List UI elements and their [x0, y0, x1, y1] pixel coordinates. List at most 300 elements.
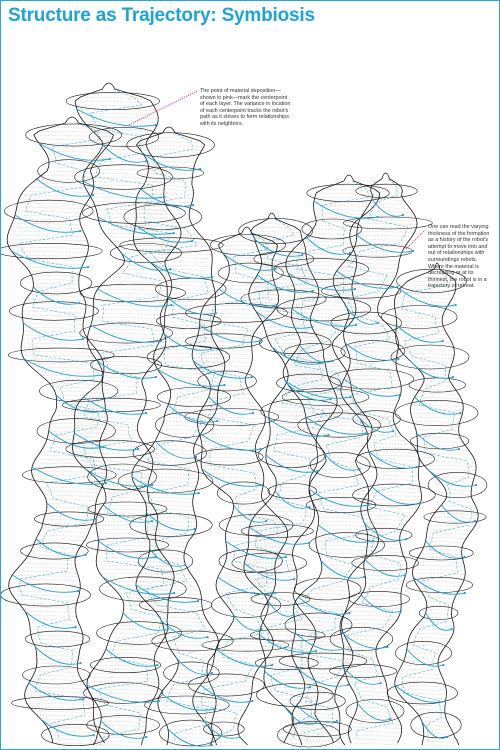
trajectory-swoop — [91, 325, 161, 342]
hatching-layer — [7, 93, 478, 747]
layer-hatch-line — [366, 495, 421, 497]
layer-hatch-line — [73, 453, 150, 455]
layer-hatch-line — [114, 273, 168, 275]
trajectory-node — [308, 542, 310, 544]
trajectory-node — [377, 322, 379, 324]
trajectory-node — [367, 504, 369, 506]
trajectory-swoop — [361, 595, 401, 612]
trajectory-node — [377, 216, 379, 218]
layer-hatch-line — [348, 351, 398, 353]
layer-hatch-line — [32, 471, 107, 473]
trajectory-node — [379, 682, 381, 684]
trajectory-node — [206, 636, 208, 638]
layer-hatch-line — [351, 687, 387, 689]
trajectory-swoop — [422, 721, 447, 738]
trajectory-node — [251, 376, 253, 378]
layer-hatch-line — [359, 223, 418, 225]
layer-hatch-line — [233, 621, 262, 623]
layer-hatch-line — [420, 589, 460, 591]
layer-hatch-line — [354, 603, 401, 605]
trajectory-node — [274, 592, 276, 594]
trajectory-node — [416, 466, 418, 468]
layer-hatch-line — [22, 311, 85, 313]
layer-hatch-line — [318, 513, 369, 515]
layer-hatch-line — [11, 251, 88, 253]
layer-hatch-line — [368, 439, 406, 441]
layer-lobe — [330, 665, 397, 678]
layer-hatch-line — [216, 585, 275, 587]
layer-hatch-line — [232, 237, 262, 239]
trajectory-node — [315, 650, 317, 652]
trajectory-node — [276, 304, 278, 306]
layer-hatch-line — [300, 345, 333, 347]
layer-hatch-line — [284, 369, 346, 371]
layer-lobe — [1, 584, 91, 606]
layer-hatch-line — [395, 685, 445, 687]
layer-hatch-line — [80, 97, 142, 99]
layer-hatch-line — [38, 455, 101, 457]
trajectory-node — [402, 214, 404, 216]
layer-hatch-line — [91, 93, 128, 95]
trajectory-swoop — [24, 359, 102, 376]
trajectory-node — [211, 276, 213, 278]
layer-hatch-line — [42, 491, 100, 493]
layer-lobe — [382, 306, 458, 329]
layer-hatch-line — [15, 255, 87, 257]
layer-lobe — [409, 378, 466, 392]
trajectory-node — [259, 340, 261, 342]
trajectory-node — [160, 340, 162, 342]
layer-hatch-line — [269, 411, 334, 413]
layer-hatch-line — [417, 445, 465, 447]
layer-lobe — [395, 641, 451, 664]
layer-hatch-line — [368, 447, 415, 449]
trajectory-node — [155, 376, 157, 378]
layer-lobe — [5, 200, 94, 222]
trajectory-node — [311, 326, 313, 328]
layer-hatch-line — [228, 277, 273, 279]
trajectory-node — [464, 592, 466, 594]
layer-hatch-line — [321, 561, 364, 563]
thickness-leader-line — [406, 230, 425, 249]
layer-hatch-line — [358, 599, 401, 601]
trajectory-swoop — [98, 289, 172, 306]
trajectory-node — [101, 374, 103, 376]
layer-hatch-line — [9, 247, 89, 249]
layer-hatch-line — [25, 695, 91, 697]
trajectory-swoop — [306, 417, 367, 434]
layer-hatch-line — [7, 239, 87, 241]
layer-hatch-line — [87, 681, 159, 683]
layer-hatch-line — [35, 671, 78, 673]
layer-hatch-line — [424, 465, 476, 467]
layer-hatch-line — [312, 585, 348, 587]
layer-hatch-line — [420, 389, 455, 391]
layer-hatch-line — [263, 623, 312, 625]
trajectory-node — [215, 312, 217, 314]
layer-lobe — [330, 369, 414, 389]
layer-lobe — [256, 684, 333, 707]
layer-lobe — [20, 272, 92, 294]
trajectory-node — [167, 628, 169, 630]
layer-lobe — [356, 184, 417, 198]
layer-lobe — [419, 606, 458, 619]
trajectory-swoop — [345, 343, 398, 360]
trajectory-swoop — [288, 273, 355, 290]
layer-hatch-line — [353, 691, 387, 693]
layer-lobe — [239, 218, 313, 243]
layer-lobe — [411, 712, 461, 738]
trajectory-node — [386, 646, 388, 648]
layer-hatch-line — [422, 745, 459, 747]
trajectory-node — [195, 456, 197, 458]
trajectory-node — [92, 194, 94, 196]
layer-hatch-line — [27, 615, 76, 617]
layer-hatch-line — [93, 745, 141, 747]
trajectory-swoop — [201, 685, 253, 702]
layer-hatch-line — [165, 633, 216, 635]
layer-lobe — [66, 92, 159, 109]
layer-hatch-line — [301, 341, 334, 343]
layer-hatch-line — [220, 597, 270, 599]
layer-hatch-line — [423, 549, 462, 551]
layer-hatch-line — [288, 379, 329, 381]
layer-lobe — [87, 716, 160, 735]
trajectory-node — [412, 250, 414, 252]
layer-hatch-line — [52, 739, 102, 741]
trajectory-node — [405, 538, 407, 540]
layer-hatch-line — [230, 497, 261, 499]
layer-hatch-line — [49, 167, 92, 169]
trajectory-node — [85, 554, 87, 556]
layer-hatch-line — [160, 617, 206, 619]
trajectory-swoop — [161, 693, 214, 710]
layer-hatch-line — [426, 541, 465, 543]
layer-hatch-line — [364, 567, 407, 569]
trajectory-node — [327, 434, 329, 436]
trajectory-node — [400, 610, 402, 612]
layer-hatch-line — [323, 189, 375, 191]
trajectory-swoop — [232, 613, 261, 630]
layer-hatch-line — [249, 295, 319, 297]
layer-lobe — [321, 284, 401, 298]
layer-hatch-line — [168, 741, 216, 743]
layer-hatch-line — [367, 443, 410, 445]
layer-hatch-line — [8, 235, 85, 237]
trajectory-node — [75, 626, 77, 628]
trajectory-node — [419, 502, 421, 504]
layer-hatch-line — [417, 713, 445, 715]
layer-hatch-line — [212, 733, 239, 735]
layer-hatch-line — [324, 465, 357, 467]
layer-hatch-line — [267, 463, 317, 465]
column-outline — [132, 127, 225, 745]
layer-lobe — [219, 514, 293, 535]
layer-hatch-line — [317, 581, 348, 583]
trajectory-node — [293, 578, 295, 580]
layer-hatch-line — [173, 677, 207, 679]
layer-hatch-line — [253, 519, 314, 521]
layer-lobe — [356, 449, 434, 469]
trajectory-node — [442, 664, 444, 666]
layer-hatch-line — [192, 357, 252, 359]
layer-hatch-line — [319, 445, 365, 447]
trajectory-node — [336, 720, 338, 722]
trajectory-node — [102, 410, 104, 412]
layer-hatch-line — [402, 697, 447, 699]
trajectory-swoop — [357, 703, 390, 720]
column-outline — [244, 213, 337, 743]
layer-lobe — [156, 278, 226, 300]
layer-lobe — [307, 184, 389, 202]
trajectory-node — [223, 384, 225, 386]
layer-hatch-line — [226, 561, 276, 563]
trajectory-node — [173, 592, 175, 594]
layer-hatch-line — [295, 393, 352, 395]
trajectory-node — [309, 686, 311, 688]
layer-hatch-line — [288, 257, 357, 259]
layer-hatch-line — [396, 325, 442, 327]
layer-hatch-line — [34, 135, 114, 137]
layer-hatch-line — [294, 725, 340, 727]
layer-hatch-line — [80, 117, 158, 119]
trajectory-node — [191, 240, 193, 242]
trajectory-node — [451, 628, 453, 630]
trajectory-node — [192, 204, 194, 206]
layer-hatch-line — [284, 377, 349, 379]
layer-hatch-line — [349, 731, 402, 733]
layer-hatch-line — [12, 223, 80, 225]
trajectory-node — [474, 520, 476, 522]
trajectory-node — [197, 600, 199, 602]
layer-hatch-line — [267, 335, 317, 337]
layer-lobe — [409, 546, 473, 560]
layer-hatch-line — [349, 735, 401, 737]
trajectory-node — [173, 232, 175, 234]
trajectory-node — [271, 664, 273, 666]
trajectory-node — [265, 520, 267, 522]
layer-hatch-line — [396, 337, 449, 339]
layer-lobe — [232, 553, 307, 573]
layer-lobe — [22, 666, 90, 684]
trajectory-node — [317, 470, 319, 472]
layer-hatch-line — [33, 287, 79, 289]
trajectory-node — [77, 590, 79, 592]
trajectory-node — [193, 528, 195, 530]
trajectory-node — [444, 700, 446, 702]
trajectory-node — [442, 340, 444, 342]
layer-hatch-line — [136, 585, 198, 587]
layer-hatch-line — [288, 273, 355, 275]
layer-hatch-line — [36, 539, 86, 541]
trajectory-node — [78, 302, 80, 304]
layer-hatch-line — [286, 739, 333, 741]
trajectory-node — [349, 252, 351, 254]
layer-hatch-line — [250, 287, 318, 289]
layer-hatch-line — [316, 193, 380, 195]
layer-hatch-line — [251, 231, 301, 233]
trajectory-swoop — [372, 199, 403, 216]
layer-hatch-line — [96, 565, 170, 567]
trajectory-node — [87, 266, 89, 268]
layer-lobe — [310, 452, 370, 477]
layer-hatch-line — [350, 407, 396, 409]
layer-hatch-line — [224, 565, 275, 567]
trajectory-node — [137, 448, 139, 450]
layer-lobe — [130, 514, 212, 537]
layer-hatch-line — [49, 431, 104, 433]
layer-hatch-line — [248, 547, 293, 549]
layer-hatch-line — [201, 685, 253, 687]
trajectory-node — [261, 484, 263, 486]
layer-hatch-line — [344, 399, 400, 401]
layer-hatch-line — [93, 201, 165, 203]
trajectory-node — [404, 574, 406, 576]
layer-hatch-line — [334, 185, 364, 187]
trajectory-node — [347, 684, 349, 686]
trajectory-node — [252, 412, 254, 414]
layer-hatch-line — [346, 375, 398, 377]
trajectory-swoop — [36, 539, 86, 556]
layer-hatch-line — [371, 191, 403, 193]
layer-hatch-line — [78, 461, 153, 463]
layer-hatch-line — [216, 589, 274, 591]
trajectory-node — [459, 412, 461, 414]
trajectory-node — [82, 338, 84, 340]
trajectory-swoop — [321, 561, 364, 578]
layer-lobe — [118, 469, 213, 493]
layer-hatch-line — [295, 625, 341, 627]
trajectory-node — [145, 412, 147, 414]
layer-hatch-line — [161, 429, 204, 431]
layer-hatch-line — [345, 343, 398, 345]
layer-hatch-line — [349, 367, 396, 369]
layer-hatch-line — [40, 531, 89, 533]
trajectory-node — [446, 736, 448, 738]
trajectory-swoop — [369, 451, 417, 468]
trajectory-swoop — [298, 597, 349, 614]
layer-hatch-line — [232, 613, 261, 615]
layer-hatch-line — [286, 383, 330, 385]
trajectory-node — [389, 718, 391, 720]
layer-hatch-line — [15, 599, 78, 601]
layer-hatch-line — [355, 695, 388, 697]
layer-hatch-line — [347, 347, 399, 349]
trajectory-node — [392, 430, 394, 432]
layer-hatch-line — [410, 361, 453, 363]
trajectory-node — [308, 506, 310, 508]
trajectory-node — [315, 722, 317, 724]
layer-lobe — [331, 312, 402, 334]
annotation-deposition-point: The point of material deposition—shown in pink—mark the centerpoint of each layer. The variance in location of each centerpoint tracks the robot's path as it strives to form relationships with its neighbors. — [200, 88, 291, 127]
trajectory-node — [79, 662, 81, 664]
trajectory-node — [93, 734, 95, 736]
trajectory-node — [211, 744, 213, 746]
layer-hatch-line — [88, 345, 166, 347]
trajectory-node — [156, 664, 158, 666]
layer-hatch-line — [218, 245, 277, 247]
trajectory-node — [464, 556, 466, 558]
layer-hatch-line — [97, 529, 157, 531]
layer-hatch-line — [110, 277, 170, 279]
layer-hatch-line — [340, 623, 394, 625]
layer-hatch-line — [23, 335, 85, 337]
layer-hatch-line — [262, 263, 308, 265]
layer-lobe — [395, 400, 478, 425]
layer-hatch-line — [101, 717, 146, 719]
poster-title: Structure as Trajectory: Symbiosis — [8, 5, 315, 26]
layer-hatch-line — [42, 147, 107, 149]
trajectory-node — [239, 736, 241, 738]
trajectory-swoop — [357, 235, 413, 252]
layer-hatch-line — [365, 559, 405, 561]
layer-hatch-line — [357, 231, 415, 233]
layer-hatch-line — [226, 257, 274, 259]
outline-layer — [1, 83, 487, 747]
trajectory-node — [261, 628, 263, 630]
layer-lobe — [145, 696, 230, 714]
trajectory-node — [170, 304, 172, 306]
layer-hatch-line — [39, 131, 107, 133]
layer-hatch-line — [39, 487, 102, 489]
trajectory-node — [458, 448, 460, 450]
layer-hatch-line — [265, 671, 311, 673]
layer-hatch-line — [365, 587, 402, 589]
layer-hatch-line — [259, 511, 315, 513]
layer-hatch-line — [38, 535, 88, 537]
layer-hatch-line — [212, 741, 244, 743]
layer-hatch-line — [264, 679, 314, 681]
layer-hatch-line — [402, 353, 454, 355]
layer-hatch-line — [245, 559, 293, 561]
layer-hatch-line — [422, 385, 452, 387]
layer-hatch-line — [295, 633, 343, 635]
layer-hatch-line — [357, 703, 390, 705]
trajectory-node — [79, 230, 81, 232]
trajectory-swoop — [298, 669, 348, 686]
layer-hatch-line — [262, 647, 312, 649]
trajectory-swoop — [41, 719, 94, 736]
layer-hatch-line — [73, 445, 145, 447]
trajectory-node — [452, 376, 454, 378]
layer-hatch-line — [106, 497, 148, 499]
layer-hatch-line — [261, 223, 286, 225]
trajectory-node — [199, 168, 201, 170]
layer-hatch-line — [193, 361, 252, 363]
trajectory-node — [151, 484, 153, 486]
layer-hatch-line — [140, 573, 191, 575]
layer-hatch-line — [166, 281, 212, 283]
layer-hatch-line — [244, 563, 294, 565]
layer-hatch-line — [420, 621, 453, 623]
layer-hatch-line — [307, 589, 349, 591]
layer-hatch-line — [210, 745, 247, 747]
trajectory-swoop — [314, 201, 378, 218]
layer-hatch-line — [201, 441, 256, 443]
trajectory-node — [109, 158, 111, 160]
layer-hatch-line — [147, 561, 185, 563]
trajectory-node — [312, 290, 314, 292]
layer-lobe — [279, 653, 367, 669]
trajectory-node — [455, 304, 457, 306]
layer-lobe — [250, 629, 325, 641]
layer-lobe — [391, 345, 469, 369]
layer-hatch-line — [210, 729, 238, 731]
trajectory-node — [475, 484, 477, 486]
trajectory-node — [198, 492, 200, 494]
layer-hatch-line — [229, 265, 272, 267]
layer-hatch-line — [102, 381, 142, 383]
